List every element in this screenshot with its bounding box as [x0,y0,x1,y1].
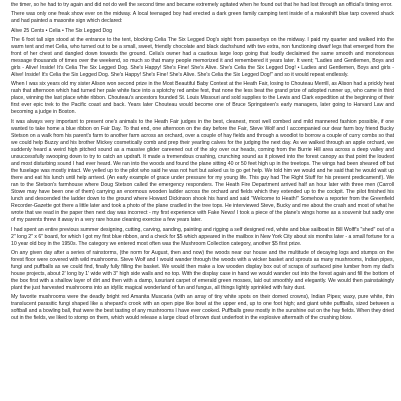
paragraph-5: It was always very important to present one's animals to the Heath Fair judges in the best, cleanest, most well combed and mild mannered fashion possible, if one wanted to take home a blue ribbon on Fair Day. To that end, one afternoon on the day before the Fair, Steve Wolf and I accompanied our dear farm boy friend Bucky Stetson on a walk from his parent's farm to another farm across an orchard, over a couple of hay fields and through a woodlot to borrow a couple of curry combs so that we could help Buzzy and his brother Mickey cosmetically comb and prep their yearling calves for the judging the next day. As we walked through an apple orchard, we suddenly heard a weird high pitched sound as a massive glider careened out of the sky over our heads, coming from the Burrie Hill area across a deep valley and unsuccessfully swooping down to try to catch an updraft. It made a tremendous crashing, crunching sound as it plowed into the forest canopy as that point the loudest and most disturbing sound I had ever heard. We ran into the woods and found the plane sitting 40 or 50 feet high up in the treetops. The wings had been sheared off but the fuselage was mostly intact. We yelled up to the pilot who said he was not hurt but asked us to go get help. We told him we would and he said that he would wait up there and eat his lunch until help arrived. (An early example of grace under pressure for my young life. This guy had The Right Stuff for his present predicament!). We ran to the Stetson's farmhouse where Doug Stetson called the emergency responders. The Heath Fire Department arrived half an hour later with three men (Carroll Stowe may have been one of them) carrying an enormous wooden ladder across the orchard and fields which they extended up to the cockpit. The pilot finished his lunch and descended the ladder down to the ground where Howard Dickinson shook his hand and said "Welcome to Heath!" Somehow a reporter from the Greenfield Recorder-Gazette got there a little later and took a photo of the plane cradled in the tree tops. He interviewed Steve, Bucky and me about the crash and most of what he wrote that we read in the paper then next day was incorrect - my first experience with Fake News! I took a piece of the plane's wings home as a souvenir but sadly one of my parents threw it away in a very rare house cleaning exercise a few years later. [11,118,394,224]
paragraph-1: the timer, so he had to try again and did not do well the second time and became extremely agitated when he found out that he had lost through an official's timing error. [11,2,393,8]
paragraph-3: The 6 foot tall sign stood at the entrance to the tent, blocking Celia The Six Legged Dog's sight from passerbys on the midway. I paid my quarter and walked into the warm tent and met Celia, who turned out to be a small, sweet, friendly chocolate and black dachshund with two extra, non functioning dwarf legs that emerged from the front of her chest and dangled down towards the ground. Celia's owner had a cautious large loop going that loudly declaimed the same smooth and monotonous message thousands of times over the weekend, so much so that many people memorized it and remembered it years later. It went; "Ladies and Gentlemen, Boys and girls - Alive! Inside! It's Celia The Six Legged Dog. She's Happy! She's Fine! She's Alive. She's Celia the Six Legged Dog! • Ladies and Gentlemen, Boys and girls - Alive! Inside! It's Celia the Six Legged Dog. She's Happy! She's Fine! She's Alive. She's Celia the Six Legged Dog!" and so it would repeat endlessly. [11,36,394,78]
document-page [11,2,394,399]
paragraph-7: On any given day after a series of rainstorms, (the norm for August, then and now) the woods near our house and the multitude of decaying logs and stumps on the forest floor were covered with wild mushrooms. Steve Wolf and I would wander through the woods with a wicker basket and sprouts as many mushrooms, Indian pipes, fungi and puffballs as we could find, finally fully filling the basket. We would then make a low wooden display box out of scraps of surfaced pine lumber from my dad's house projects, about 2' long by 1' wide with 3" high side walls and no top. With the display case in hand we would wander out into the forest again and fill the bottom of the box first with a shallow layer of dirt and then with a damp, luxuriant carpet of emerald green mosses, laid out smoothly and elegantly. We would then painstakingly plant the just harvested mushrooms into an idyllic magical wonderland of fun and fungus, all things lightly sprinkled with fairy dust. [11,249,394,292]
paragraph-6: I had spent an entire previous summer designing, cutting, carving, sanding, painting and rigging a self designed red, white and blue sailboat in Bill Wolff's "shed" out of a 2" long 2" x 6" board, for which I got my first blue ribbon, and a check for $5 which appeared in the mailbox in New York City about six months later - a small fortune for a 10 year old boy in the 1950s. The category we entered most often was the Mushroom Collection category, another $5 first prize. [11,226,394,247]
paragraph-2: There was only one freak show ever on the midway. A local teenaged boy had erected a dark green family camping tent inside of a makeshift blue tarp covered shack and had painted a masonite sign which declared: [11,11,394,25]
sign-text: Alive 25 Cents • Celia • The Six Legged Dog [11,27,112,34]
paragraph-4: When I was six years old my sister Alison won second prize in the Most Beautiful Baby Contest at the Heath Fair, losing to Chouteau Merrill, as Alison had a prickly heat rash that afternoon which had turned her pale white face into a splotchy red ambe fest, that none the less beat the grand prize of adopted runner up, who came in third place, winning the last place white ribbon. Chouteau's ancestors founded St. Louis Missouri and sold supplies to the Lewis and Clark expedition at the beginning of their first ever epic trek to the Pacific coast and back. Years later Chouteau would become one of Bruce Springsteen's early managers, later going to Harvard Law and becoming a judge in Boston. [11,81,394,116]
paragraph-8: My favorite mushrooms were the deadly bright red Amanita Muscaria (with an array of tiny white spots on their domed crowns), Indian Pipes; waxy, pure white, thin translucent parasitic fungi shaped like a shepard's crook with an open pipe like bowl at the upper end, up to one foot high; and giant white puffballs, sized between a softball and a bowling ball, that were the best tasting of any mushrooms I have ever cooked. Puffballs grew mostly in the sunshine out on the hay fields. When they dried out in the fields, we liked to stomp on them, which would release a large cloud of brown dust underfoot in the explosive aftermath of the crushing blow. [11,294,394,322]
